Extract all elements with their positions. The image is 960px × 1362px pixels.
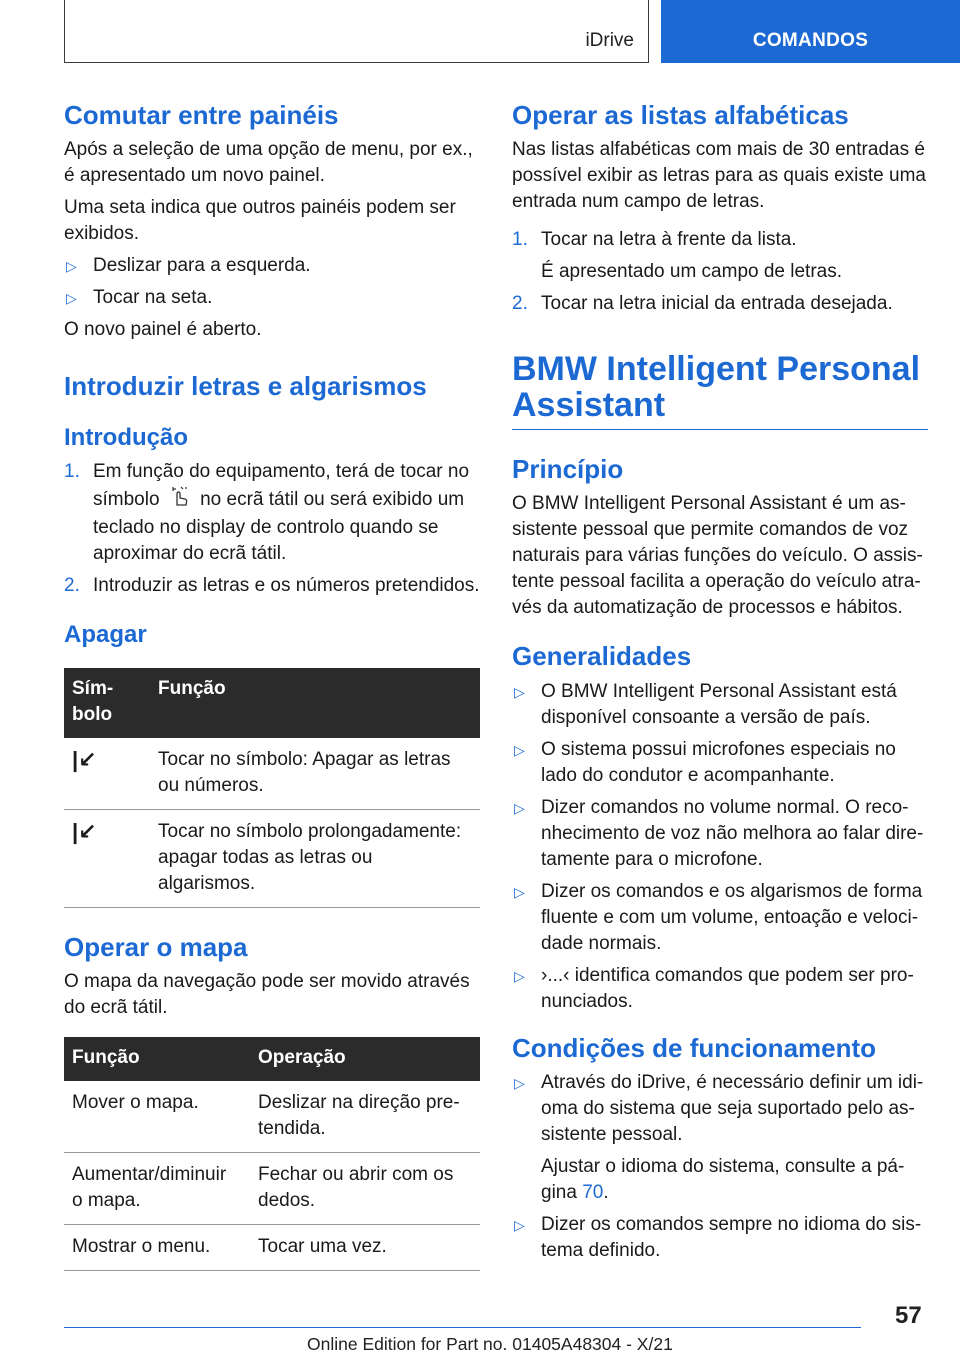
delete-icon: |↙ xyxy=(64,738,150,810)
column-header: Sím- bolo xyxy=(64,668,150,738)
punctuation: . xyxy=(603,1181,609,1203)
subtext: Ajustar o idioma do sistema, consulte a pá-gina xyxy=(541,1155,905,1203)
paragraph: O mapa da navegação pode ser movido através do ecrã tátil. xyxy=(64,971,470,1019)
footer-divider xyxy=(64,1327,861,1328)
triangle-bullet-icon: ▷ xyxy=(514,1074,525,1091)
page-reference-link[interactable]: 70 xyxy=(582,1181,604,1203)
triangle-bullet-icon: ▷ xyxy=(66,290,77,307)
touch-keyboard-icon xyxy=(165,485,195,515)
heading-alpha-lists: Operar as listas alfabéticas xyxy=(512,100,849,130)
triangle-bullet-icon: ▷ xyxy=(514,1216,525,1233)
list-item xyxy=(64,285,480,311)
table-row xyxy=(64,1225,480,1271)
subheading-introduction: Introdução xyxy=(64,424,188,452)
subheading-delete: Apagar xyxy=(64,621,147,649)
paragraph: Após a seleção de uma opção de menu, por ex., é apresentado um novo painel. xyxy=(64,139,473,187)
triangle-bullet-icon: ▷ xyxy=(514,683,525,700)
step-number: 1. xyxy=(64,461,80,483)
heading-conditions: Condições de funcionamento xyxy=(512,1032,877,1063)
paragraph: O novo painel é aberto. xyxy=(64,319,262,341)
list-item xyxy=(512,963,928,1015)
list-item-text: Tocar na seta. xyxy=(93,287,213,309)
list-item xyxy=(64,253,480,279)
bullet-list xyxy=(512,679,928,1015)
heading-principle: Princípio xyxy=(512,454,624,485)
step-number: 2. xyxy=(64,575,80,597)
column-header: Função xyxy=(64,1037,250,1081)
step-text: no ecrã tátil ou será exibido um teclado no display de controlo quando se aproximar do ecrã tátil. xyxy=(93,489,465,565)
step-text: Tocar na letra à frente da lista. xyxy=(541,229,797,251)
list-item xyxy=(512,737,928,789)
bullet-list xyxy=(512,1070,928,1264)
chapter-heading: BMW Intelligent Personal Assistant xyxy=(512,351,928,430)
column-header: Função xyxy=(150,668,480,738)
paragraph: Nas listas alfabéticas com mais de 30 entradas é possível exibir as letras para as quais existe uma entrada num campo de letras. xyxy=(512,139,926,213)
numbered-list xyxy=(512,227,928,317)
list-item-text: ›...‹ identifica comandos que podem ser pro-nunciados. xyxy=(541,964,914,1012)
triangle-bullet-icon: ▷ xyxy=(514,883,525,900)
footer-edition: Online Edition for Part no. 01405A48304 - X/21 xyxy=(307,1334,673,1354)
numbered-list xyxy=(64,459,480,599)
table-header-row xyxy=(64,668,480,738)
delete-icon: |↙ xyxy=(64,809,150,907)
bullet-list xyxy=(64,253,480,311)
table-cell: Deslizar na direção pre-tendida. xyxy=(250,1081,480,1153)
page-number: 57 xyxy=(895,1302,922,1329)
table-cell: Mover o mapa. xyxy=(64,1081,250,1153)
table-cell: Tocar uma vez. xyxy=(250,1225,480,1271)
triangle-bullet-icon: ▷ xyxy=(514,967,525,984)
step-text: Tocar na letra inicial da entrada desejada. xyxy=(541,293,893,315)
header-box xyxy=(64,0,649,63)
heading-letters-numbers: Introduzir letras e algarismos xyxy=(64,371,427,402)
triangle-bullet-icon: ▷ xyxy=(514,799,525,816)
map-table xyxy=(64,1037,480,1271)
chapter-title: iDrive xyxy=(585,30,634,51)
table-row xyxy=(64,1081,480,1153)
list-item-text: O BMW Intelligent Personal Assistant está disponível consoante a versão de país. xyxy=(541,680,897,728)
list-item-text: Deslizar para a esquerda. xyxy=(93,255,311,277)
list-item-text: Através do iDrive, é necessário definir um idi-oma do sistema que seja suportado pelo as-sistente pessoal. xyxy=(541,1071,924,1145)
step-text: Em função do equipamento, terá de tocar no símbolo xyxy=(93,461,470,511)
paragraph: O BMW Intelligent Personal Assistant é um as-sistente pessoal que permite comandos de voz naturais para várias funções do veículo. O assis-tente pessoal facilita a operação do veículo atra-vés da automatização de processos e hábitos. xyxy=(512,493,923,619)
list-item xyxy=(512,1212,928,1264)
delete-table xyxy=(64,668,480,908)
heading-general: Generalidades xyxy=(512,641,692,672)
paragraph: Uma seta indica que outros painéis podem ser exibidos. xyxy=(64,197,456,245)
step-number: 2. xyxy=(512,293,528,315)
step-result: É apresentado um campo de letras. xyxy=(541,261,843,283)
list-item xyxy=(64,573,480,599)
table-row xyxy=(64,1153,480,1225)
list-item xyxy=(512,1070,928,1206)
triangle-bullet-icon: ▷ xyxy=(66,258,77,275)
table-cell: Tocar no símbolo: Apagar as letras ou números. xyxy=(150,738,480,810)
left-column xyxy=(64,100,480,1271)
list-item-text: O sistema possui microfones especiais no lado do condutor e acompanhante. xyxy=(541,738,896,786)
list-item xyxy=(64,459,480,567)
heading-switch-panels: Comutar entre painéis xyxy=(64,100,339,130)
triangle-bullet-icon: ▷ xyxy=(514,741,525,758)
table-cell: Mostrar o menu. xyxy=(64,1225,250,1271)
table-cell: Aumentar/diminuir o mapa. xyxy=(64,1153,250,1225)
list-item xyxy=(512,679,928,731)
table-cell: Fechar ou abrir com os dedos. xyxy=(250,1153,480,1225)
table-row xyxy=(64,738,480,810)
right-column xyxy=(512,100,928,1270)
list-item xyxy=(512,227,928,285)
list-item-text: Dizer comandos no volume normal. O reco-nhecimento de voz não melhora ao falar dire-tamente para o microfone. xyxy=(541,796,924,870)
list-item-subtext xyxy=(541,1154,928,1206)
list-item xyxy=(512,291,928,317)
table-cell: Tocar no símbolo prolongadamente: apagar todas as letras ou algarismos. xyxy=(150,809,480,907)
heading-operate-map: Operar o mapa xyxy=(64,931,248,962)
list-item xyxy=(512,795,928,873)
table-row xyxy=(64,809,480,907)
list-item xyxy=(512,879,928,957)
column-header: Operação xyxy=(250,1037,480,1081)
step-number: 1. xyxy=(512,229,528,251)
table-header-row xyxy=(64,1037,480,1081)
list-item-text: Dizer os comandos e os algarismos de forma fluente e com um volume, entoação e veloci-dade normais. xyxy=(541,880,923,954)
section-tab[interactable]: COMANDOS xyxy=(661,0,960,63)
step-text: Introduzir as letras e os números pretendidos. xyxy=(93,575,480,597)
list-item-text: Dizer os comandos sempre no idioma do sis-tema definido. xyxy=(541,1213,922,1261)
